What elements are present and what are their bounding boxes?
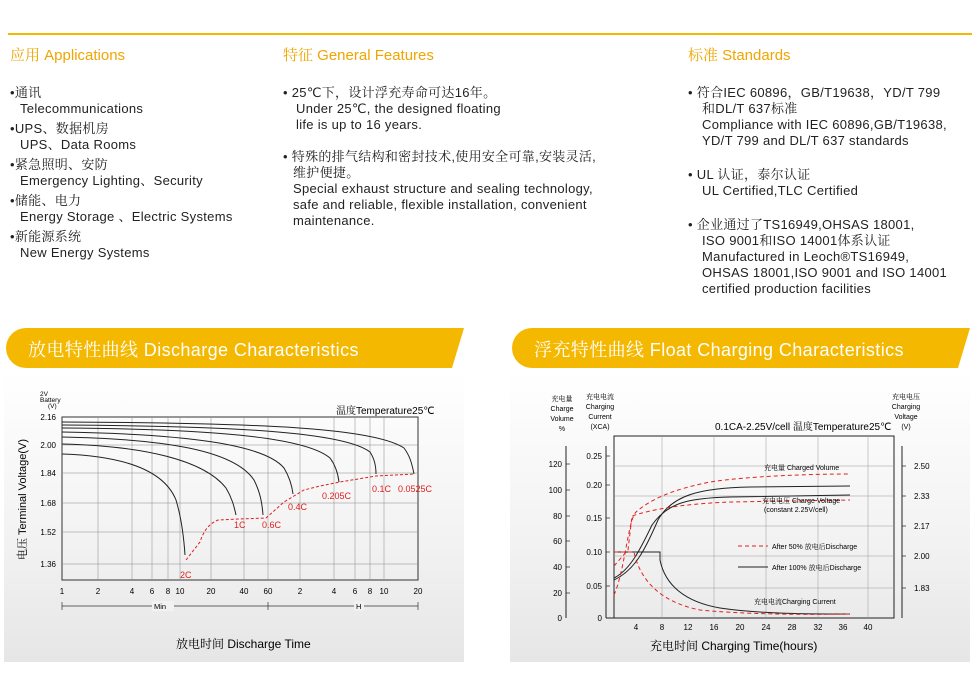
label-charged-volume: 充电量 Charged Volume	[764, 465, 840, 472]
banner-notch	[452, 328, 464, 368]
y3-tick: 2.17	[914, 522, 930, 531]
y1-tick: 0	[557, 614, 562, 623]
y-tick: 2.16	[40, 413, 56, 422]
x-tick: 6	[352, 587, 358, 596]
legend-100: After 100% 放电后Discharge	[772, 565, 862, 572]
curve-0-4c	[62, 432, 293, 494]
y2-tick: 0	[597, 614, 602, 623]
curve-0-205c	[62, 428, 339, 482]
top-divider	[8, 33, 972, 35]
y1-tick: 40	[553, 563, 562, 572]
list-item: •新能源系统 New Energy Systems	[10, 229, 150, 260]
x-tick: 8	[367, 587, 373, 596]
curve-label: 0.1C	[372, 484, 392, 494]
battery-label-unit: (V)	[48, 403, 57, 410]
banner-notch	[958, 328, 970, 368]
y-tick: 1.84	[40, 469, 56, 478]
list-item: • 特殊的排气结构和密封技术,使用安全可靠,安装灵活, 维护便捷。 Special exhaust structure and sealing technology, safe and reliable, flexible installation, convenient maintenance.	[283, 149, 597, 228]
y1-tick: 100	[548, 486, 562, 495]
time-unit-arrows	[62, 601, 418, 611]
curve-label: 2C	[180, 570, 192, 580]
x-tick: 2	[95, 587, 101, 596]
list-item: •UPS、数据机房 UPS、Data Rooms	[10, 121, 137, 152]
applications-list	[10, 85, 233, 261]
features-section	[283, 44, 663, 245]
x-tick: 8	[165, 587, 171, 596]
label-charging-current: 充电电流Charging Current	[754, 599, 836, 606]
legend-50: After 50% 放电后Discharge	[772, 544, 858, 551]
x-tick: 40	[863, 623, 873, 632]
discharge-curves	[62, 422, 414, 555]
list-item: • 25℃下，设计浮充寿命可达16年。 Under 25℃, the designed floating life is up to 16 years.	[283, 85, 501, 132]
x-tick: 10	[175, 587, 185, 596]
discharge-banner	[6, 328, 452, 368]
x-tick: 4	[331, 587, 337, 596]
list-item: •通讯 Telecommunications	[10, 85, 144, 116]
charged-volume-50	[614, 474, 850, 595]
x-tick: 1	[59, 587, 65, 596]
standards-list	[688, 85, 978, 297]
y-tick: 2.00	[40, 441, 56, 450]
float-axes	[566, 446, 902, 618]
list-item: •紧急照明、安防 Emergency Lighting、Security	[10, 157, 203, 188]
y2-tick: 0.15	[586, 514, 602, 523]
left1-label: %	[558, 426, 566, 433]
y1-tick: 60	[553, 537, 562, 546]
x-tick: 32	[813, 623, 823, 632]
list-item: • 企业通过了TS16949,OHSAS 18001, ISO 9001和ISO 14001体系认证 Manufactured in Leoch®TS16949, OHSAS 18001,ISO 9001 and ISO 14001 certified production facilities	[688, 217, 948, 296]
float-banner-title: 浮充特性曲线 Float Charging Characteristics	[534, 340, 904, 360]
float-xlabel: 充电时间 Charging Time(hours)	[650, 639, 818, 653]
y3-tick: 1.83	[914, 584, 930, 593]
standards-heading: 标准 Standards	[688, 47, 791, 64]
discharge-temperature: 温度Temperature25℃	[336, 406, 435, 417]
discharge-chart	[4, 370, 464, 662]
discharge-banner-title: 放电特性曲线 Discharge Characteristics	[28, 340, 359, 360]
x-tick: 6	[149, 587, 155, 596]
discharge-gridlines	[62, 417, 418, 580]
discharge-panel	[4, 370, 464, 662]
x-tick: 40	[239, 587, 249, 596]
left1-label: Charge	[550, 406, 574, 413]
x-tick: 28	[787, 623, 797, 632]
y-tick: 1.36	[40, 560, 56, 569]
right-label: 充电电压	[892, 394, 920, 401]
battery-label-2v: 2V	[40, 391, 48, 398]
y1-tick: 80	[553, 512, 562, 521]
y1-tick: 120	[548, 460, 562, 469]
float-legend	[738, 546, 768, 567]
battery-label-battery: Battery	[40, 397, 61, 404]
x-tick: 16	[709, 623, 719, 632]
standards-section	[688, 44, 978, 315]
y-tick: 1.52	[40, 528, 56, 537]
applications-heading: 应用 Applications	[10, 47, 126, 64]
label-charge-voltage-sub: (constant 2.25V/cell)	[764, 507, 828, 514]
x-tick: 20	[413, 587, 423, 596]
y2-tick: 0.20	[586, 481, 602, 490]
features-heading: 特征 General Features	[283, 47, 434, 64]
left2-label: Charging	[585, 404, 615, 411]
y2-tick: 0.25	[586, 452, 602, 461]
left2-label: (XCA)	[590, 424, 610, 431]
left1-label: 充电量	[551, 396, 573, 403]
right-label: Voltage	[894, 414, 918, 421]
curve-2c	[62, 454, 185, 555]
discharge-plot-frame	[62, 417, 418, 580]
h-label: H	[356, 602, 362, 611]
float-condition: 0.1CA-2.25V/cell 温度Temperature25℃	[715, 422, 892, 433]
right-label: (V)	[901, 424, 911, 431]
left2-label: 充电电流	[586, 394, 614, 401]
left1-label: Volume	[550, 416, 574, 423]
discharge-xlabel: 放电时间 Discharge Time	[176, 637, 311, 651]
min-label: Min	[154, 602, 167, 611]
curve-label: 0.4C	[288, 502, 308, 512]
label-charge-voltage: 充电电压 Charge Voltage	[762, 498, 841, 505]
y2-tick: 0.10	[586, 548, 602, 557]
x-tick: 20	[206, 587, 216, 596]
x-tick: 24	[761, 623, 771, 632]
curve-label: 0.6C	[262, 520, 282, 530]
x-tick: 12	[683, 623, 693, 632]
applications-section	[10, 44, 233, 265]
discharge-ylabel: 电压 Terminal Voltage(V)	[17, 438, 29, 560]
y2-tick: 0.05	[586, 582, 602, 591]
y3-tick: 2.33	[914, 492, 930, 501]
x-tick: 10	[379, 587, 389, 596]
features-list	[283, 85, 663, 229]
x-tick: 20	[735, 623, 745, 632]
x-tick: 36	[838, 623, 848, 632]
y1-tick: 20	[553, 589, 562, 598]
float-chart	[510, 370, 970, 662]
list-item: • UL 认证，泰尔认证 UL Certified,TLC Certified	[688, 167, 859, 198]
y-tick: 1.68	[40, 499, 56, 508]
curve-1c	[62, 444, 236, 515]
y3-tick: 2.00	[914, 552, 930, 561]
x-tick: 4	[129, 587, 135, 596]
x-tick: 8	[659, 623, 665, 632]
float-banner	[512, 328, 958, 368]
curve-label: 0.205C	[322, 491, 352, 501]
x-tick: 4	[633, 623, 639, 632]
curve-label: 0.0525C	[398, 484, 433, 494]
curve-label: 1C	[234, 520, 246, 530]
list-item: • 符合IEC 60896，GB/T19638，YD/T 799 和DL/T 637标准 Compliance with IEC 60896,GB/T19638, YD/T 799 and DL/T 637 standards	[688, 85, 947, 148]
y3-tick: 2.50	[914, 462, 930, 471]
x-tick: 2	[297, 587, 303, 596]
curve-0-1c	[62, 425, 376, 474]
list-item: •储能、电力 Energy Storage 、Electric Systems	[10, 193, 233, 224]
float-panel	[510, 370, 970, 662]
curve-0-0525c	[62, 422, 414, 474]
left2-label: Current	[588, 414, 612, 421]
right-label: Charging	[891, 404, 921, 411]
x-tick: 60	[263, 587, 273, 596]
float-tick-marks	[566, 456, 906, 593]
